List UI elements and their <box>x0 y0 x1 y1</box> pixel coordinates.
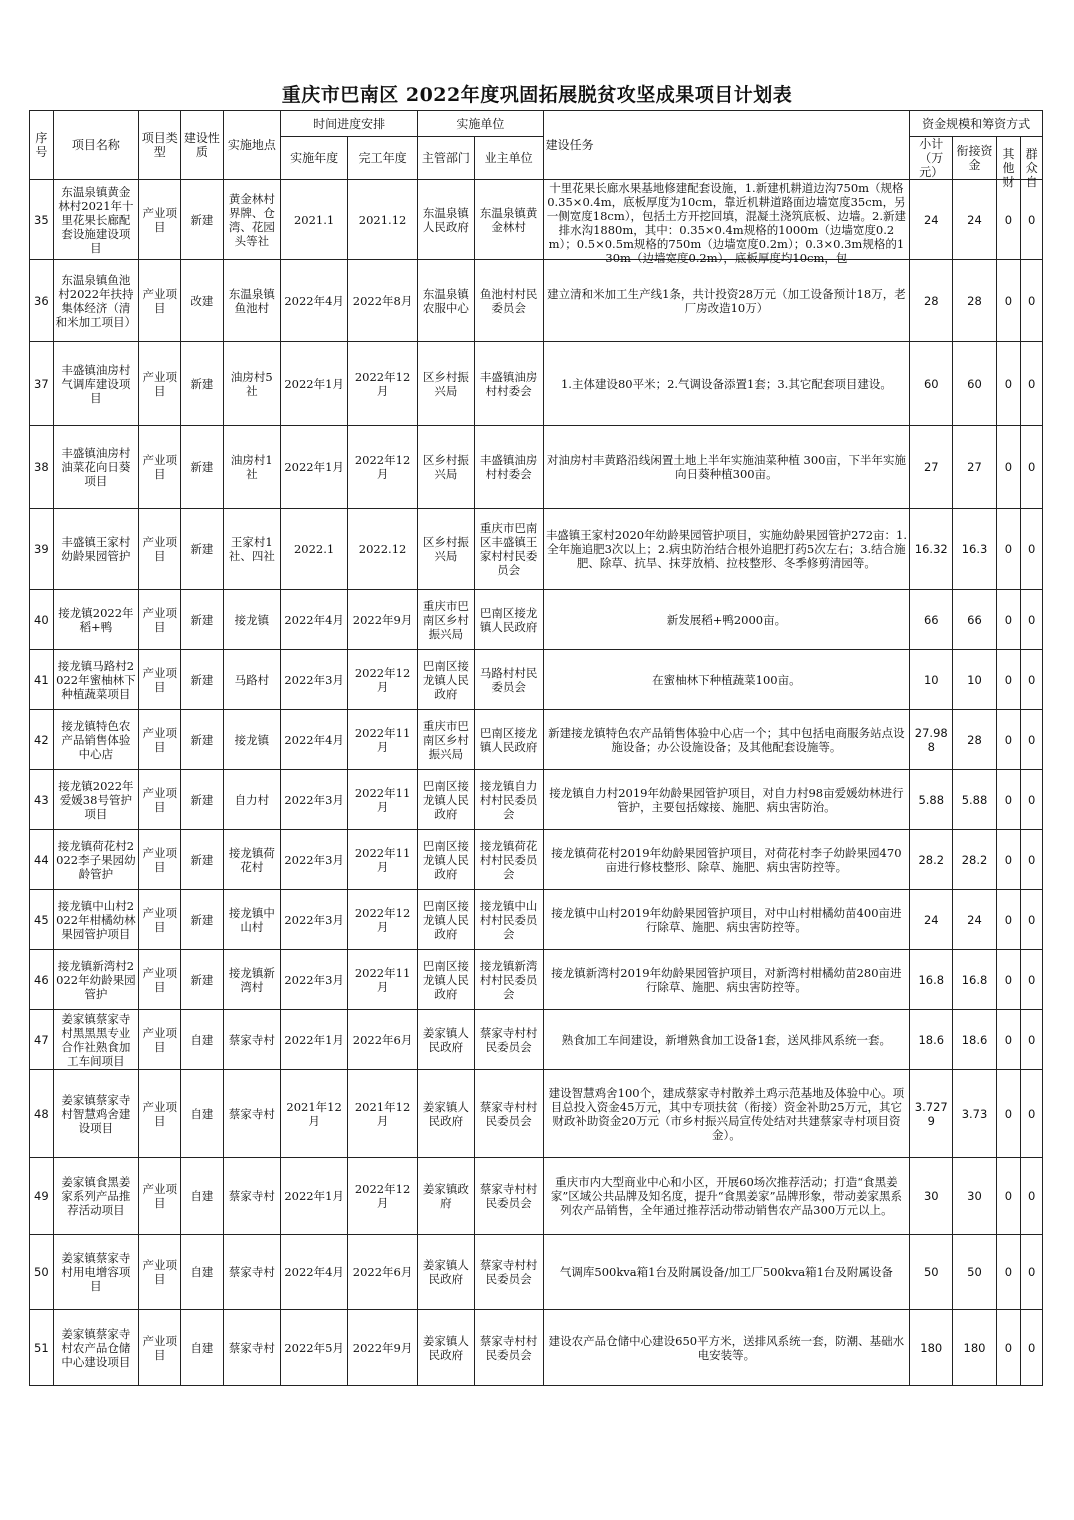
header-unit: 实施单位 <box>418 111 544 137</box>
cell-public: 0 <box>1021 180 1043 260</box>
cell-start: 2022年3月 <box>281 770 348 830</box>
task-text: 新建接龙镇特色农产品销售体验中心店一个；其中包括电商服务站点设施设备；办公设施设备；及其他配套设施等。 <box>548 725 905 754</box>
cell-type: 产业项目 <box>139 1158 181 1235</box>
task-text: 接龙镇中山村2019年幼龄果园管护项目，对中山村柑橘幼苗400亩进行除草、施肥、病虫害防控等。 <box>551 905 902 934</box>
header-owner: 业主单位 <box>474 137 543 180</box>
cell-seq: 48 <box>30 1070 54 1158</box>
cell-nature: 新建 <box>181 770 223 830</box>
table-row <box>30 342 1043 426</box>
header-other: 其他财 <box>996 137 1021 180</box>
cell-dept: 姜家镇人民政府 <box>418 1235 475 1310</box>
cell-dept: 区乡村振兴局 <box>418 509 475 590</box>
cell-dept: 姜家镇人民政府 <box>418 1310 475 1386</box>
cell-start: 2022年1月 <box>281 1158 348 1235</box>
cell-other: 0 <box>996 1010 1021 1070</box>
cell-other: 0 <box>996 950 1021 1010</box>
cell-subtotal: 24 <box>910 180 953 260</box>
cell-other: 0 <box>996 890 1021 950</box>
header-location: 实施地点 <box>223 111 281 180</box>
header-schedule: 时间进度安排 <box>281 111 418 137</box>
cell-nature: 自建 <box>181 1158 223 1235</box>
cell-location: 黄金林村界牌、仓湾、花园头等社 <box>223 180 281 260</box>
cell-subtotal: 60 <box>910 342 953 426</box>
cell-start: 2021.1 <box>281 180 348 260</box>
table-row <box>30 590 1043 650</box>
header-linkage: 衔接资金 <box>953 137 996 180</box>
cell-start: 2022年3月 <box>281 650 348 710</box>
cell-location: 蔡家寺村 <box>223 1158 281 1235</box>
cell-name: 东温泉镇鱼池村2022年扶持集体经济（清和米加工项目） <box>53 260 138 342</box>
cell-linkage: 60 <box>953 342 996 426</box>
cell-other: 0 <box>996 1070 1021 1158</box>
cell-dept: 区乡村振兴局 <box>418 426 475 509</box>
task-text: 熟食加工车间建设，新增熟食加工设备1套，送风排风系统一套。 <box>561 1032 892 1047</box>
cell-linkage: 10 <box>953 650 996 710</box>
cell-end: 2022年6月 <box>348 1010 418 1070</box>
cell-location: 接龙镇中山村 <box>223 890 281 950</box>
cell-end: 2022年8月 <box>348 260 418 342</box>
table-row <box>30 1235 1043 1310</box>
cell-other: 0 <box>996 590 1021 650</box>
task-text: 建立清和米加工生产线1条，共计投资28万元（加工设备预计18万，老厂房改造10万） <box>547 286 906 315</box>
cell-task <box>543 1070 909 1158</box>
cell-other: 0 <box>996 830 1021 890</box>
cell-owner: 丰盛镇油房村村委会 <box>474 342 543 426</box>
cell-task <box>543 426 909 509</box>
cell-subtotal: 50 <box>910 1235 953 1310</box>
page-title: 重庆市巴南区 2022年度巩固拓展脱贫攻坚成果项目计划表 <box>281 84 793 106</box>
cell-dept: 姜家镇政府 <box>418 1158 475 1235</box>
cell-public: 0 <box>1021 950 1043 1010</box>
table-row <box>30 509 1043 590</box>
cell-owner: 巴南区接龙镇人民政府 <box>474 710 543 770</box>
cell-public: 0 <box>1021 710 1043 770</box>
cell-linkage: 27 <box>953 426 996 509</box>
cell-seq: 38 <box>30 426 54 509</box>
cell-task <box>543 710 909 770</box>
cell-dept: 重庆市巴南区乡村振兴局 <box>418 590 475 650</box>
cell-location: 油房村1社 <box>223 426 281 509</box>
cell-owner: 东温泉镇黄金林村 <box>474 180 543 260</box>
cell-name: 丰盛镇油房村气调库建设项目 <box>53 342 138 426</box>
task-text: 建设智慧鸡舍100个，建成蔡家寺村散养土鸡示范基地及体验中心。项目总投入资金45万元，其中专项扶贫（衔接）资金补助25万元，其它财政补助资金20万元（市乡村振兴局宣传处结对共建蔡家寺村项目资金）。 <box>548 1085 905 1142</box>
cell-subtotal: 27.988 <box>910 710 953 770</box>
header-type: 项目类型 <box>139 111 181 180</box>
header-fund: 资金规模和筹资方式 <box>910 111 1043 137</box>
task-text: 接龙镇荷花村2019年幼龄果园管护项目，对荷花村李子幼龄果园470亩进行修枝整形、除草、施肥、病虫害防控等。 <box>551 845 902 874</box>
cell-task <box>543 650 909 710</box>
cell-dept: 巴南区接龙镇人民政府 <box>418 950 475 1010</box>
cell-type: 产业项目 <box>139 890 181 950</box>
cell-seq: 49 <box>30 1158 54 1235</box>
table-row <box>30 830 1043 890</box>
cell-nature: 新建 <box>181 950 223 1010</box>
cell-type: 产业项目 <box>139 426 181 509</box>
cell-other: 0 <box>996 342 1021 426</box>
cell-public: 0 <box>1021 509 1043 590</box>
cell-task <box>543 1235 909 1310</box>
table-row <box>30 950 1043 1010</box>
cell-dept: 区乡村振兴局 <box>418 342 475 426</box>
task-text: 十里花果长廊水果基地修建配套设施，1.新建机耕道边沟750m（规格0.35×0.4m，底板厚度为10cm，靠近机耕道路面边墙宽度35cm，另一侧宽度18cm），包括土方开挖回填，混凝土浇筑底板、边墙。2.新建排水沟1880m，其中：0.35×0.4m规格的1000m（边墙宽度0.2m）；0.5×0.5m规格的750m（边墙宽度0.2m）；0.3×0.3m规格的130m（边墙宽度0.2m），底板厚度均10cm，包 <box>546 180 906 265</box>
cell-other: 0 <box>996 1235 1021 1310</box>
cell-name: 接龙镇荷花村2022李子果园幼龄管护 <box>53 830 138 890</box>
cell-owner: 接龙镇自力村村民委员会 <box>474 770 543 830</box>
header-end: 完工年度 <box>348 137 418 180</box>
cell-start: 2022年1月 <box>281 1010 348 1070</box>
cell-start: 2022年4月 <box>281 590 348 650</box>
cell-owner: 蔡家寺村村民委员会 <box>474 1158 543 1235</box>
cell-subtotal: 30 <box>910 1158 953 1235</box>
cell-linkage: 24 <box>953 890 996 950</box>
cell-public: 0 <box>1021 1310 1043 1386</box>
table-row <box>30 426 1043 509</box>
table-body <box>30 180 1043 1386</box>
cell-type: 产业项目 <box>139 950 181 1010</box>
task-text: 接龙镇自力村2019年幼龄果园管护项目，对自力村98亩爱媛幼林进行管护，主要包括嫁接、施肥、病虫害防治。 <box>549 785 904 814</box>
cell-dept: 东温泉镇农服中心 <box>418 260 475 342</box>
cell-seq: 39 <box>30 509 54 590</box>
cell-task <box>543 1158 909 1235</box>
cell-nature: 自建 <box>181 1310 223 1386</box>
cell-other: 0 <box>996 509 1021 590</box>
cell-subtotal: 10 <box>910 650 953 710</box>
cell-nature: 新建 <box>181 590 223 650</box>
cell-location: 自力村 <box>223 770 281 830</box>
cell-other: 0 <box>996 770 1021 830</box>
cell-name: 接龙镇马路村2022年蜜柚林下种植蔬菜项目 <box>53 650 138 710</box>
cell-nature: 自建 <box>181 1235 223 1310</box>
cell-location: 蔡家寺村 <box>223 1235 281 1310</box>
cell-end: 2022年6月 <box>348 1235 418 1310</box>
table-row <box>30 1070 1043 1158</box>
cell-start: 2021年12月 <box>281 1070 348 1158</box>
cell-owner: 重庆市巴南区丰盛镇王家村村民委员会 <box>474 509 543 590</box>
cell-owner: 鱼池村村民委员会 <box>474 260 543 342</box>
cell-other: 0 <box>996 426 1021 509</box>
cell-owner: 接龙镇荷花村村民委员会 <box>474 830 543 890</box>
cell-type: 产业项目 <box>139 1010 181 1070</box>
cell-subtotal: 180 <box>910 1310 953 1386</box>
task-text: 对油房村丰黄路沿线闲置土地上半年实施油菜种植 300亩，下半年实施向日葵种植300亩。 <box>546 453 906 481</box>
cell-subtotal: 66 <box>910 590 953 650</box>
cell-subtotal: 28.2 <box>910 830 953 890</box>
cell-name: 接龙镇2022年稻+鸭 <box>53 590 138 650</box>
cell-nature: 自建 <box>181 1010 223 1070</box>
cell-start: 2022年1月 <box>281 342 348 426</box>
cell-task <box>543 260 909 342</box>
cell-end: 2022年11月 <box>348 710 418 770</box>
cell-seq: 36 <box>30 260 54 342</box>
cell-seq: 40 <box>30 590 54 650</box>
cell-linkage: 16.3 <box>953 509 996 590</box>
cell-end: 2022年12月 <box>348 342 418 426</box>
cell-name: 接龙镇新湾村2022年幼龄果园管护 <box>53 950 138 1010</box>
cell-start: 2022年4月 <box>281 260 348 342</box>
cell-dept: 巴南区接龙镇人民政府 <box>418 890 475 950</box>
cell-end: 2022年12月 <box>348 426 418 509</box>
cell-end: 2022年11月 <box>348 950 418 1010</box>
cell-public: 0 <box>1021 1235 1043 1310</box>
cell-nature: 新建 <box>181 710 223 770</box>
cell-seq: 47 <box>30 1010 54 1070</box>
cell-public: 0 <box>1021 1070 1043 1158</box>
header-task: 建设任务 <box>543 111 909 180</box>
cell-linkage: 30 <box>953 1158 996 1235</box>
cell-seq: 44 <box>30 830 54 890</box>
cell-type: 产业项目 <box>139 1235 181 1310</box>
cell-subtotal: 24 <box>910 890 953 950</box>
cell-subtotal: 5.88 <box>910 770 953 830</box>
cell-linkage: 28.2 <box>953 830 996 890</box>
table-row <box>30 710 1043 770</box>
cell-nature: 新建 <box>181 342 223 426</box>
task-text: 丰盛镇王家村2020年幼龄果园管护项目，实施幼龄果园管护272亩：1.全年施追肥3次以上；2.病虫防治结合根外追肥打药5次左右；3.结合施肥、除草、抗旱、抹芽放梢、拉枝整形、冬季修剪清园等。 <box>545 528 907 570</box>
table-row <box>30 180 1043 260</box>
table-row <box>30 890 1043 950</box>
header-name: 项目名称 <box>53 111 138 180</box>
cell-public: 0 <box>1021 260 1043 342</box>
cell-seq: 35 <box>30 180 54 260</box>
cell-name: 姜家镇食黑姜家系列产品推荐活动项目 <box>53 1158 138 1235</box>
cell-type: 产业项目 <box>139 770 181 830</box>
cell-type: 产业项目 <box>139 710 181 770</box>
task-text: 在蜜柚林下种植蔬菜100亩。 <box>652 672 801 687</box>
cell-seq: 43 <box>30 770 54 830</box>
cell-owner: 巴南区接龙镇人民政府 <box>474 590 543 650</box>
cell-type: 产业项目 <box>139 590 181 650</box>
task-text: 建设农产品仓储中心建设650平方米，送排风系统一套，防潮、基础水电安装等。 <box>548 1333 905 1362</box>
cell-nature: 新建 <box>181 509 223 590</box>
cell-start: 2022年1月 <box>281 426 348 509</box>
cell-seq: 45 <box>30 890 54 950</box>
cell-name: 姜家镇蔡家寺村智慧鸡舍建设项目 <box>53 1070 138 1158</box>
cell-start: 2022年3月 <box>281 890 348 950</box>
cell-subtotal: 28 <box>910 260 953 342</box>
table-row <box>30 650 1043 710</box>
cell-seq: 51 <box>30 1310 54 1386</box>
cell-dept: 巴南区接龙镇人民政府 <box>418 650 475 710</box>
cell-end: 2021.12 <box>348 180 418 260</box>
cell-other: 0 <box>996 1310 1021 1386</box>
cell-dept: 重庆市巴南区乡村振兴局 <box>418 710 475 770</box>
cell-subtotal: 18.6 <box>910 1010 953 1070</box>
cell-type: 产业项目 <box>139 650 181 710</box>
cell-linkage: 50 <box>953 1235 996 1310</box>
cell-end: 2022年11月 <box>348 770 418 830</box>
cell-public: 0 <box>1021 1010 1043 1070</box>
cell-other: 0 <box>996 710 1021 770</box>
cell-type: 产业项目 <box>139 1310 181 1386</box>
cell-start: 2022年4月 <box>281 710 348 770</box>
cell-owner: 接龙镇中山村村民委员会 <box>474 890 543 950</box>
cell-other: 0 <box>996 180 1021 260</box>
cell-public: 0 <box>1021 426 1043 509</box>
cell-linkage: 18.6 <box>953 1010 996 1070</box>
cell-end: 2022年12月 <box>348 1158 418 1235</box>
task-text: 重庆市内大型商业中心和小区，开展60场次推荐活动；打造“食黑姜家”区域公共品牌及知名度，提升“食黑姜家”品牌形象，带动姜家黑系列农产品销售，全年通过推荐活动带动销售农产品300万元以上。 <box>550 1175 902 1217</box>
cell-seq: 37 <box>30 342 54 426</box>
task-text: 气调库500kva箱1台及附属设备/加工厂500kva箱1台及附属设备 <box>559 1265 893 1279</box>
cell-location: 接龙镇 <box>223 710 281 770</box>
cell-location: 蔡家寺村 <box>223 1010 281 1070</box>
cell-owner: 接龙镇新湾村村民委员会 <box>474 950 543 1010</box>
cell-type: 产业项目 <box>139 342 181 426</box>
cell-location: 接龙镇 <box>223 590 281 650</box>
cell-linkage: 180 <box>953 1310 996 1386</box>
table-row <box>30 1010 1043 1070</box>
cell-subtotal: 16.8 <box>910 950 953 1010</box>
cell-location: 蔡家寺村 <box>223 1310 281 1386</box>
cell-type: 产业项目 <box>139 180 181 260</box>
cell-public: 0 <box>1021 650 1043 710</box>
cell-name: 姜家镇蔡家寺村农产品仓储中心建设项目 <box>53 1310 138 1386</box>
cell-dept: 巴南区接龙镇人民政府 <box>418 770 475 830</box>
cell-owner: 马路村村民委员会 <box>474 650 543 710</box>
cell-end: 2022年12月 <box>348 890 418 950</box>
cell-dept: 东温泉镇人民政府 <box>418 180 475 260</box>
cell-owner: 蔡家寺村村民委员会 <box>474 1310 543 1386</box>
cell-task <box>543 770 909 830</box>
task-text: 接龙镇新湾村2019年幼龄果园管护项目，对新湾村柑橘幼苗280亩进行除草、施肥、病虫害防控等。 <box>551 965 902 994</box>
cell-location: 王家村1社、四社 <box>223 509 281 590</box>
cell-end: 2022年9月 <box>348 590 418 650</box>
cell-public: 0 <box>1021 590 1043 650</box>
cell-linkage: 5.88 <box>953 770 996 830</box>
cell-name: 姜家镇蔡家寺村用电增容项目 <box>53 1235 138 1310</box>
cell-public: 0 <box>1021 830 1043 890</box>
header-start: 实施年度 <box>281 137 348 180</box>
cell-nature: 新建 <box>181 890 223 950</box>
cell-dept: 姜家镇人民政府 <box>418 1070 475 1158</box>
header-public: 群众自 <box>1021 137 1043 180</box>
cell-public: 0 <box>1021 1158 1043 1235</box>
cell-task <box>543 342 909 426</box>
cell-end: 2022年11月 <box>348 830 418 890</box>
cell-public: 0 <box>1021 770 1043 830</box>
cell-dept: 姜家镇人民政府 <box>418 1010 475 1070</box>
cell-location: 蔡家寺村 <box>223 1070 281 1158</box>
cell-nature: 新建 <box>181 426 223 509</box>
cell-seq: 50 <box>30 1235 54 1310</box>
cell-task <box>543 590 909 650</box>
cell-start: 2022.1 <box>281 509 348 590</box>
cell-location: 马路村 <box>223 650 281 710</box>
cell-linkage: 66 <box>953 590 996 650</box>
cell-dept: 巴南区接龙镇人民政府 <box>418 830 475 890</box>
cell-subtotal: 27 <box>910 426 953 509</box>
cell-nature: 新建 <box>181 180 223 260</box>
cell-linkage: 16.8 <box>953 950 996 1010</box>
cell-task <box>543 1310 909 1386</box>
cell-start: 2022年4月 <box>281 1235 348 1310</box>
task-text: 1.主体建设80平米；2.气调设备添置1套；3.其它配套项目建设。 <box>560 376 892 391</box>
table-row <box>30 260 1043 342</box>
cell-end: 2022.12 <box>348 509 418 590</box>
project-table <box>29 110 1043 1386</box>
table-row <box>30 1158 1043 1235</box>
cell-linkage: 3.73 <box>953 1070 996 1158</box>
cell-owner: 蔡家寺村村民委员会 <box>474 1235 543 1310</box>
cell-task <box>543 830 909 890</box>
cell-nature: 新建 <box>181 650 223 710</box>
header-subtotal: 小计（万元） <box>910 137 953 180</box>
task-text: 新发展稻+鸭2000亩。 <box>666 612 787 627</box>
cell-subtotal: 3.7279 <box>910 1070 953 1158</box>
table-row <box>30 770 1043 830</box>
cell-name: 姜家镇蔡家寺村黑黑黑专业合作社熟食加工车间项目 <box>53 1010 138 1070</box>
cell-task <box>543 1010 909 1070</box>
cell-other: 0 <box>996 1158 1021 1235</box>
cell-linkage: 28 <box>953 260 996 342</box>
cell-task <box>543 950 909 1010</box>
cell-name: 接龙镇特色农产品销售体验中心店 <box>53 710 138 770</box>
cell-start: 2022年3月 <box>281 830 348 890</box>
cell-task <box>543 890 909 950</box>
cell-owner: 丰盛镇油房村村委会 <box>474 426 543 509</box>
cell-type: 产业项目 <box>139 509 181 590</box>
cell-owner: 蔡家寺村村民委员会 <box>474 1070 543 1158</box>
cell-linkage: 28 <box>953 710 996 770</box>
cell-public: 0 <box>1021 342 1043 426</box>
cell-name: 接龙镇中山村2022年柑橘幼林果园管护项目 <box>53 890 138 950</box>
cell-end: 2021年12月 <box>348 1070 418 1158</box>
cell-type: 产业项目 <box>139 1070 181 1158</box>
header-seq: 序号 <box>30 111 54 180</box>
cell-name: 丰盛镇油房村油菜花向日葵项目 <box>53 426 138 509</box>
cell-subtotal: 16.32 <box>910 509 953 590</box>
cell-task <box>543 509 909 590</box>
cell-other: 0 <box>996 650 1021 710</box>
cell-type: 产业项目 <box>139 260 181 342</box>
cell-nature: 改建 <box>181 260 223 342</box>
cell-location: 东温泉镇鱼池村 <box>223 260 281 342</box>
cell-name: 接龙镇2022年爱媛38号管护项目 <box>53 770 138 830</box>
cell-start: 2022年5月 <box>281 1310 348 1386</box>
cell-task <box>543 180 909 265</box>
cell-location: 接龙镇荷花村 <box>223 830 281 890</box>
cell-seq: 41 <box>30 650 54 710</box>
cell-public: 0 <box>1021 890 1043 950</box>
table-row <box>30 1310 1043 1386</box>
cell-location: 接龙镇新湾村 <box>223 950 281 1010</box>
header-dept: 主管部门 <box>418 137 475 180</box>
cell-owner: 蔡家寺村村民委员会 <box>474 1010 543 1070</box>
header-nature: 建设性质 <box>181 111 223 180</box>
cell-name: 东温泉镇黄金林村2021年十里花果长廊配套设施建设项目 <box>53 180 138 260</box>
cell-end: 2022年12月 <box>348 650 418 710</box>
cell-start: 2022年3月 <box>281 950 348 1010</box>
cell-nature: 自建 <box>181 1070 223 1158</box>
cell-type: 产业项目 <box>139 830 181 890</box>
cell-end: 2022年9月 <box>348 1310 418 1386</box>
cell-name: 丰盛镇王家村幼龄果园管护 <box>53 509 138 590</box>
cell-linkage: 24 <box>953 180 996 260</box>
cell-seq: 42 <box>30 710 54 770</box>
cell-seq: 46 <box>30 950 54 1010</box>
cell-other: 0 <box>996 260 1021 342</box>
cell-location: 油房村5社 <box>223 342 281 426</box>
cell-nature: 新建 <box>181 830 223 890</box>
